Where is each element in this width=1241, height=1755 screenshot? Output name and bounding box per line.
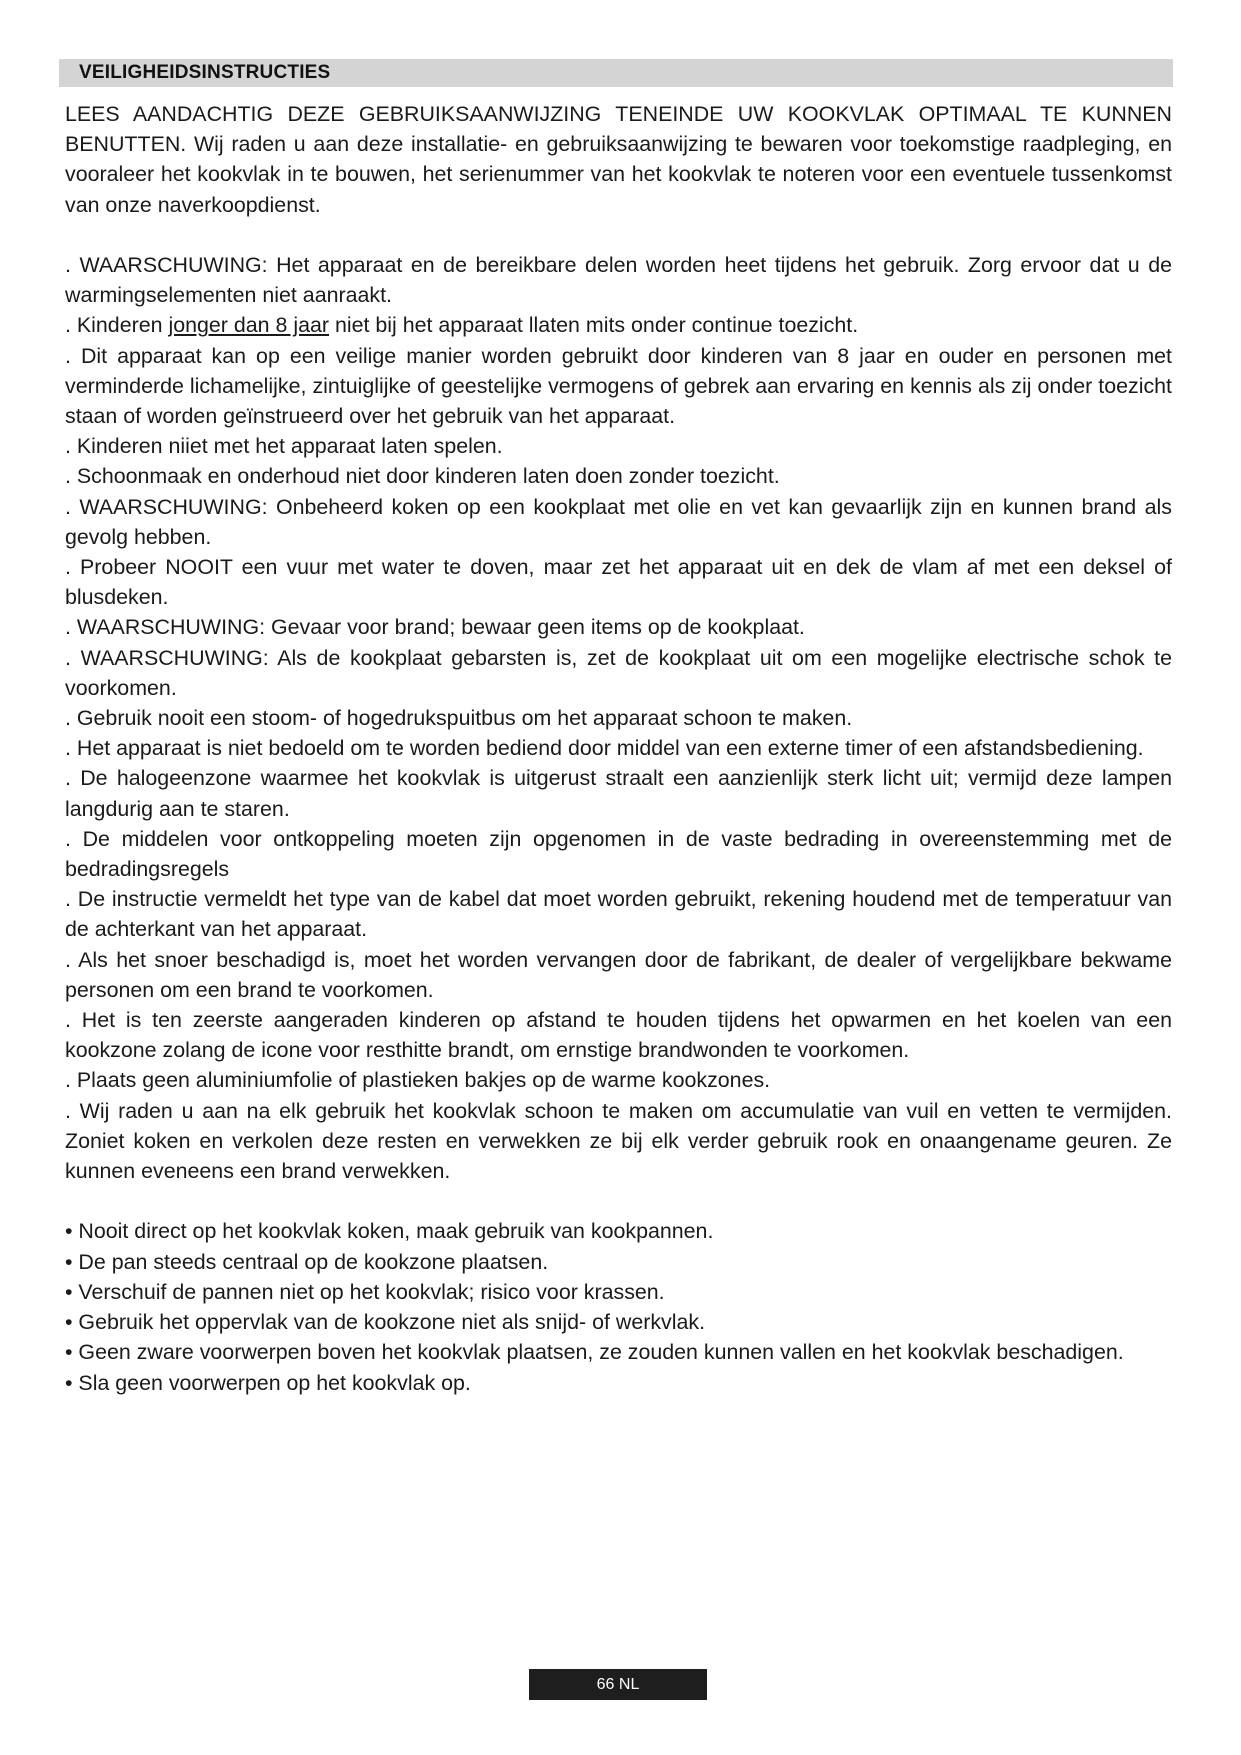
bullet-item: • Nooit direct op het kookvlak koken, maak gebruik van kookpannen. (65, 1219, 714, 1244)
children-age-paragraph (65, 310, 1172, 340)
page-number-badge (529, 1669, 707, 1700)
warning-paragraph: . Het apparaat is niet bedoeld om te worden bediend door middel van een externe timer of een afstandsbediening. (65, 736, 1144, 761)
warning-paragraph: . Probeer NOOIT een vuur met water te doven, maar zet het apparaat uit en dek de vlam af met een deksel of blusdeken. (65, 555, 1172, 610)
document-body (65, 99, 1172, 1398)
bullet-item: • Sla geen voorwerpen op het kookvlak op. (65, 1370, 471, 1395)
warning-paragraph: . WAARSCHUWING: Als de kookplaat gebarsten is, zet de kookplaat uit om een mogelijke electrische schok te voorkomen. (65, 645, 1172, 700)
warning-paragraph: . Kinderen niiet met het apparaat laten spelen. (65, 434, 503, 459)
warning-paragraph: . De halogeenzone waarmee het kookvlak is uitgerust straalt een aanzienlijk sterk licht uit; vermijd deze lampen langdurig aan te staren. (65, 766, 1172, 821)
bullet-item: • Geen zware voorwerpen boven het kookvlak plaatsen, ze zouden kunnen vallen en het kookvlak beschadigen. (65, 1340, 1124, 1365)
warning-paragraph: . Gebruik nooit een stoom- of hogedrukspuitbus om het apparaat schoon te maken. (65, 706, 853, 731)
warning-paragraph: . Het is ten zeerste aangeraden kinderen op afstand te houden tijdens het opwarmen en het koelen van een kookzone zolang de icone voor resthitte brandt, om ernstige brandwonden te voorkomen. (65, 1008, 1172, 1063)
bullet-item: • De pan steeds centraal op de kookzone plaatsen. (65, 1249, 549, 1274)
warning-paragraph: . Wij raden u aan na elk gebruik het kookvlak schoon te maken om accumulatie van vuil en vetten te vermijden. Zoniet koken en verkolen deze resten en verwekken ze bij elk verder gebruik rook en onaangename geuren. Ze kunnen eveneens een brand verwekken. (65, 1098, 1172, 1184)
warning-paragraph: . De instructie vermeldt het type van de kabel dat moet worden gebruikt, rekening houdend met de temperatuur van de achterkant van het apparaat. (65, 887, 1172, 942)
warning-paragraph: . WAARSCHUWING: Onbeheerd koken op een kookplaat met olie en vet kan gevaarlijk zijn en kunnen brand als gevolg hebben. (65, 494, 1172, 549)
warning-paragraph: . WAARSCHUWING: Gevaar voor brand; bewaar geen items op de kookplaat. (65, 615, 805, 640)
warning-paragraph: . WAARSCHUWING: Het apparaat en de bereikbare delen worden heet tijdens het gebruik. Zorg ervoor dat u de warmingselementen niet aanraakt. (65, 253, 1172, 308)
bullet-item: • Verschuif de pannen niet op het kookvlak; risico voor krassen. (65, 1279, 665, 1304)
section-header-bar (59, 59, 1173, 87)
intro-paragraph: LEES AANDACHTIG DEZE GEBRUIKSAANWIJZING TENEINDE UW KOOKVLAK OPTIMAAL TE KUNNEN BENUTTEN. Wij raden u aan deze installatie- en gebruiksaanwijzing te bewaren voor toekomstige raadpleging, en vooraleer het kookvlak in te bouwen, het serienummer van het kookvlak te noteren voor een eventuele tussenkomst van onze naverkoopdienst. (65, 102, 1172, 217)
warning-paragraph: . De middelen voor ontkoppeling moeten zijn opgenomen in de vaste bedrading in overeenstemming met de bedradingsregels (65, 826, 1172, 882)
children-text-before: . Kinderen (65, 313, 169, 338)
children-text-after: niet bij het apparaat llaten mits onder continue toezicht. (329, 313, 859, 338)
bullet-item: • Gebruik het oppervlak van de kookzone niet als snijd- of werkvlak. (65, 1310, 706, 1335)
warning-paragraph: . Als het snoer beschadigd is, moet het worden vervangen door de fabrikant, de dealer of vergelijkbare bekwame personen om een brand te voorkomen. (65, 947, 1172, 1002)
warning-paragraph: . Dit apparaat kan op een veilige manier worden gebruikt door kinderen van 8 jaar en ouder en personen met verminderde lichamelijke, zintuiglijke of geestelijke vermogens of gebrek aan ervaring en kennis als zij onder toezicht staan of worden geïnstrueerd over het gebruik van het apparaat. (65, 343, 1172, 429)
children-age-underlined: jonger dan 8 jaar (168, 313, 330, 338)
warning-paragraph: . Schoonmaak en onderhoud niet door kinderen laten doen zonder toezicht. (65, 464, 780, 489)
section-title: VEILIGHEIDSINSTRUCTIES (79, 62, 331, 83)
paragraph-spacer (65, 1186, 1172, 1216)
warning-paragraph: . Plaats geen aluminiumfolie of plastieken bakjes op de warme kookzones. (65, 1068, 771, 1093)
page-number: 66 NL (596, 1676, 640, 1693)
